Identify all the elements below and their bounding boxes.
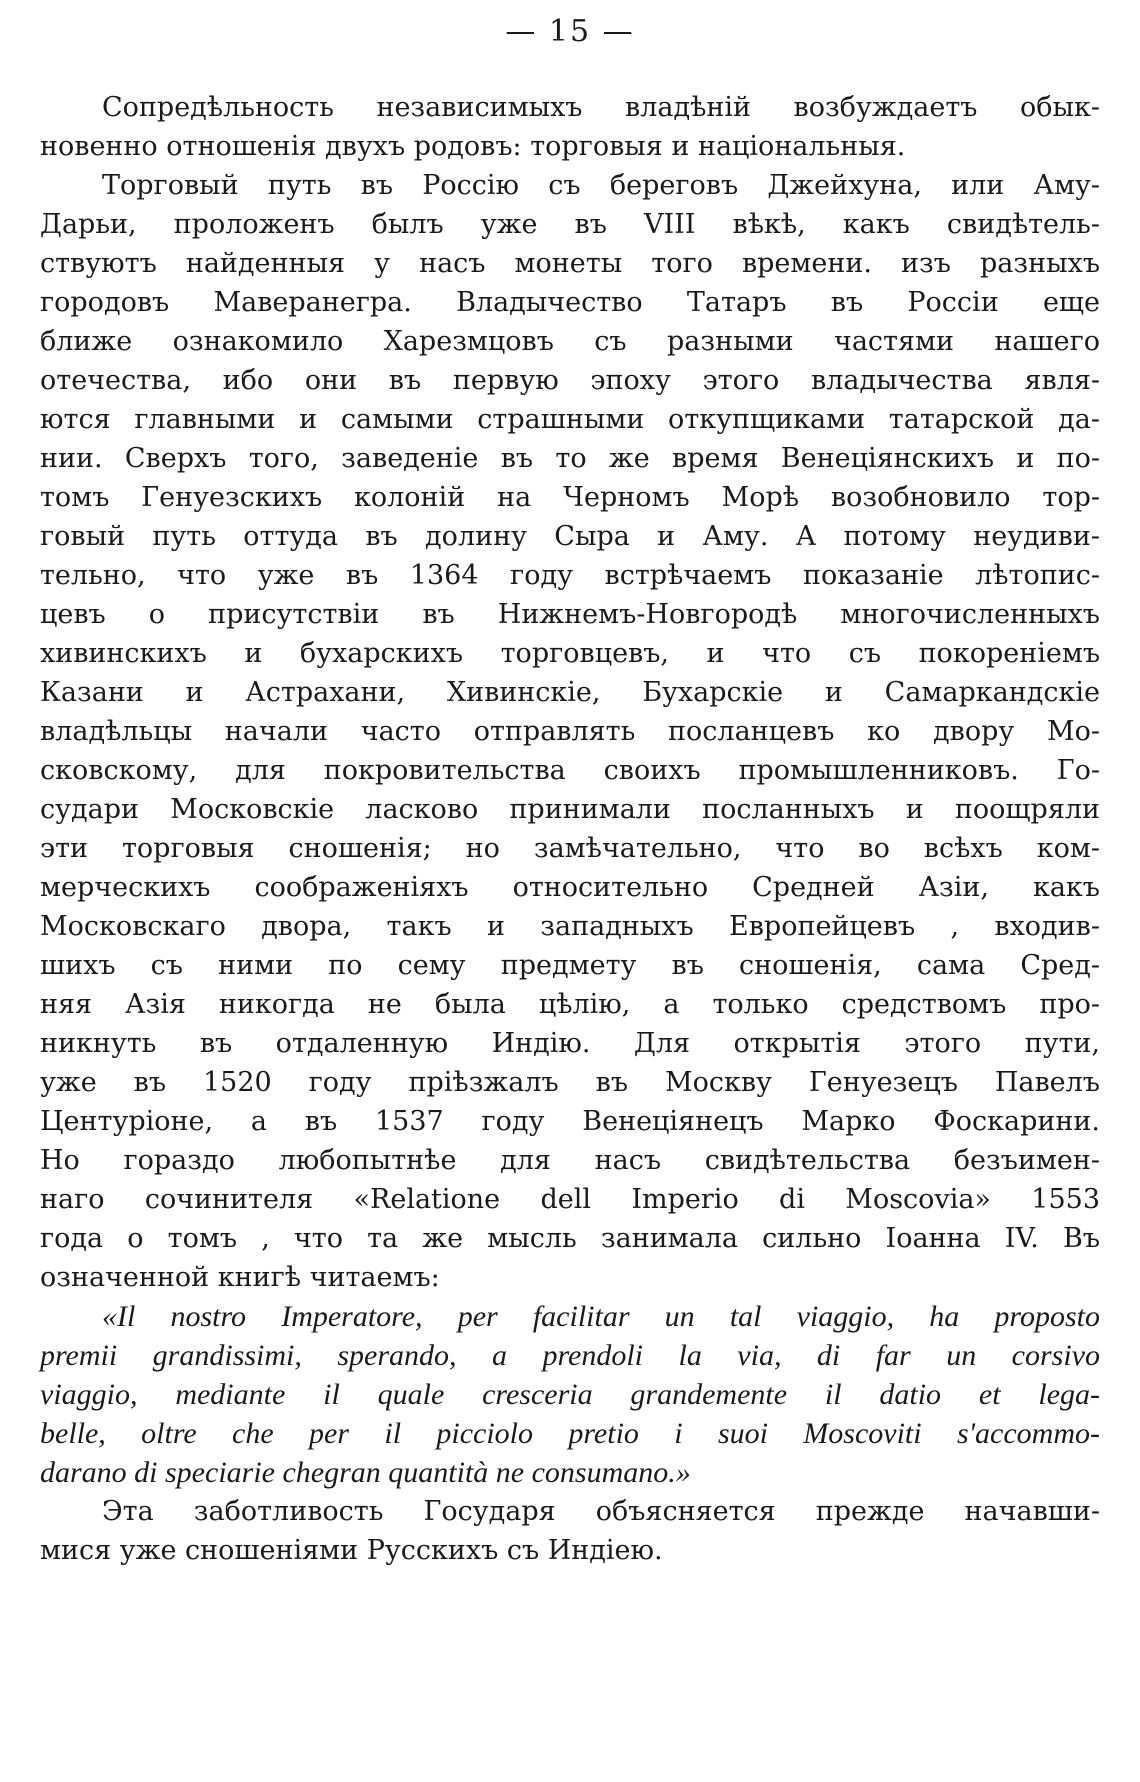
text-line: ближе ознакомило Харезмцовъ съ разными частями нашего (40, 326, 1100, 357)
text-line: уже въ 1520 году пріѣзжалъ въ Москву Генуезецъ Павелъ (40, 1067, 1100, 1098)
text-line: тельно, что уже въ 1364 году встрѣчаемъ показаніе лѣтопис- (40, 560, 1100, 591)
text-line: няя Азія никогда не была цѣлію, а только средствомъ про- (40, 989, 1100, 1020)
paragraph-1 (40, 88, 1100, 166)
paragraph-4 (40, 1492, 1100, 1570)
quote-line: «Il nostro Imperatore, per facilitar un tal viaggio, ha proposto (102, 1300, 1100, 1333)
text-line: Но гораздо любопытнѣе для насъ свидѣтельства безъимен- (40, 1145, 1100, 1176)
text-line: ствуютъ найденныя у насъ монеты того времени. изъ разныхъ (40, 248, 1100, 279)
italian-quotation (40, 1297, 1100, 1492)
text-line: наго сочинителя «Relatione dell Imperio di Moscovia» 1553 (40, 1184, 1100, 1215)
text-line: года о томъ , что та же мысль занимала сильно Іоанна IV. Въ (40, 1223, 1100, 1254)
page-body-text (40, 88, 1100, 1570)
text-line: нии. Сверхъ того, заведеніе въ то же время Венеціянскихъ и по- (40, 443, 1100, 474)
paragraph-2 (40, 166, 1100, 1297)
page-number: — 15 — (505, 14, 635, 49)
text-line: мерческихъ соображеніяхъ относительно Средней Азіи, какъ (40, 872, 1100, 903)
quote-line: viaggio, mediante il quale cresceria grandemente il datio et lega- (40, 1378, 1100, 1411)
text-line: Дарьи, проложенъ былъ уже въ VIII вѣкѣ, какъ свидѣтель- (40, 209, 1100, 240)
text-line: цевъ о присутствіи въ Нижнемъ-Новгородѣ многочисленныхъ (40, 599, 1100, 630)
text-line: Сопредѣльность независимыхъ владѣній возбуждаетъ обык- (102, 92, 1100, 123)
text-line: сковскому, для покровительства своихъ промышленниковъ. Го- (40, 755, 1100, 786)
text-line: городовъ Маверанегра. Владычество Татаръ въ Россіи еще (40, 287, 1100, 318)
quote-line: premii grandissimi, sperando, a prendoli la via, di far un corsivo (40, 1339, 1100, 1372)
text-line: Казани и Астрахани, Хивинскіе, Бухарскіе и Самаркандскіе (40, 677, 1100, 708)
text-line: Центуріоне, а въ 1537 году Венеціянецъ Марко Фоскарини. (40, 1106, 1100, 1137)
text-line: хивинскихъ и бухарскихъ торговцевъ, и что съ покореніемъ (40, 638, 1100, 669)
text-line: владѣльцы начали часто отправлять посланцевъ ко двору Мо- (40, 716, 1100, 747)
text-line: Торговый путь въ Россію съ береговъ Джейхуна, или Аму- (102, 170, 1100, 201)
text-line: Эта заботливость Государя объясняется прежде начавши- (102, 1496, 1100, 1527)
text-line: ются главными и самыми страшными откупщиками татарской да- (40, 404, 1100, 435)
text-line: означенной книгѣ читаемъ: (40, 1262, 440, 1293)
text-line: никнуть въ отдаленную Индію. Для открытія этого пути, (40, 1028, 1100, 1059)
text-line: мися уже сношеніями Русскихъ съ Индіею. (40, 1535, 663, 1566)
text-line: эти торговыя сношенія; но замѣчательно, что во всѣхъ ком- (40, 833, 1100, 864)
text-line: новенно отношенія двухъ родовъ: торговыя и національныя. (40, 131, 906, 162)
text-line: говый путь оттуда въ долину Сыра и Аму. А потому неудиви- (40, 521, 1100, 552)
text-line: судари Московскіе ласково принимали посланныхъ и поощряли (40, 794, 1100, 825)
text-line: шихъ съ ними по сему предмету въ сношенія, сама Сред- (40, 950, 1100, 981)
text-line: томъ Генуезскихъ колоній на Черномъ Морѣ возобновило тор- (40, 482, 1100, 513)
quote-line: darano di speciarie chegran quantità ne consumano.» (40, 1456, 691, 1489)
text-line: Московскаго двора, такъ и западныхъ Европейцевъ , входив- (40, 911, 1100, 942)
quote-line: belle, oltre che per il picciolo pretio i suoi Moscoviti s'accommo- (40, 1417, 1100, 1450)
text-line: отечества, ибо они въ первую эпоху этого владычества явля- (40, 365, 1100, 396)
